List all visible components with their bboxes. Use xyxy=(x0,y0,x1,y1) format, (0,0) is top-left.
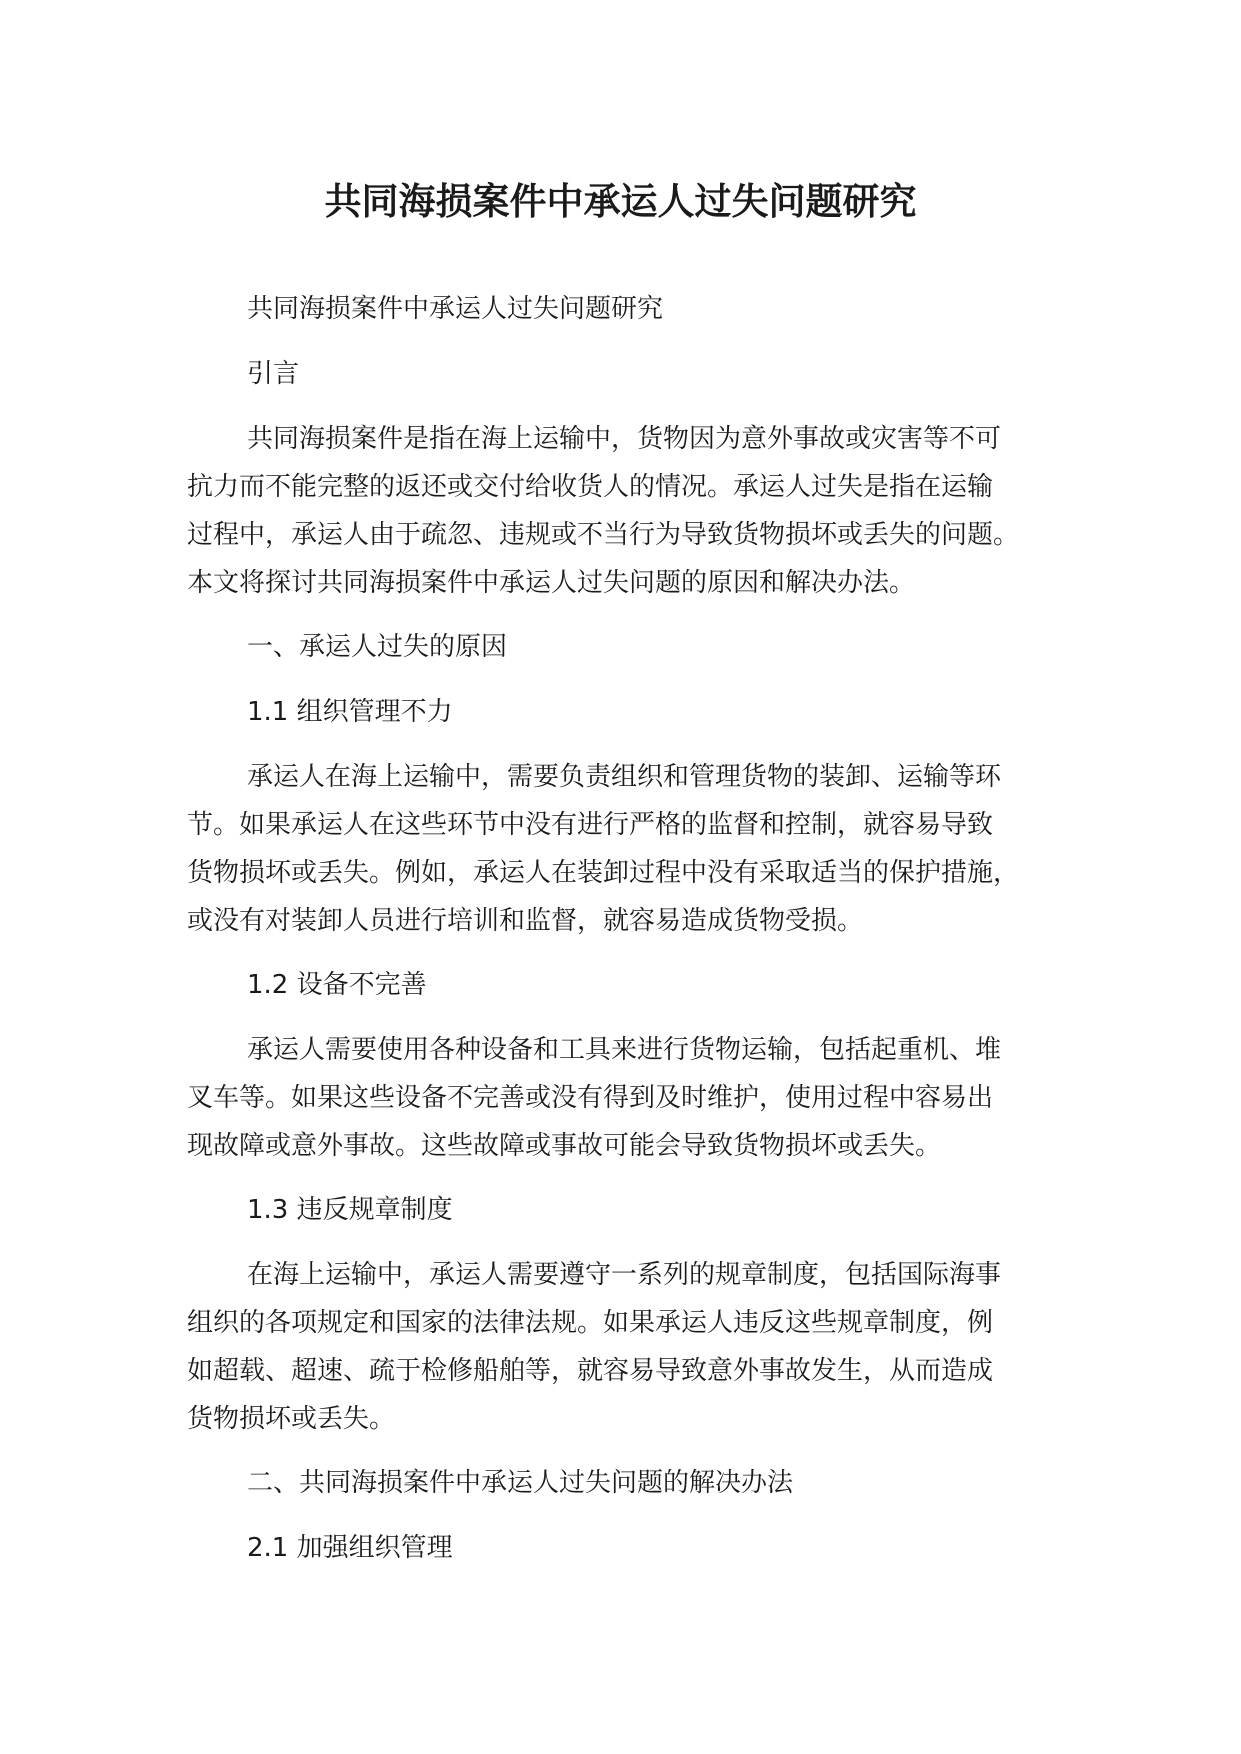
body-line: 引言 xyxy=(247,359,300,389)
body-line: 叉车等。如果这些设备不完善或没有得到及时维护，使用过程中容易出 xyxy=(187,1083,994,1113)
document-title: 共同海损案件中承运人过失问题研究 xyxy=(324,180,917,223)
body-line: 如超载、超速、疏于检修船舶等，就容易导致意外事故发生，从而造成 xyxy=(187,1356,994,1386)
body-line: 一、承运人过失的原因 xyxy=(247,632,508,662)
body-line: 共同海损案件是指在海上运输中，货物因为意外事故或灾害等不可 xyxy=(247,424,1002,454)
body-line: 货物损坏或丢失。例如，承运人在装卸过程中没有采取适当的保护措施， xyxy=(187,858,1020,888)
body-line: 1.1 组织管理不力 xyxy=(247,697,453,727)
body-line: 二、共同海损案件中承运人过失问题的解决办法 xyxy=(247,1468,794,1498)
body-line: 节。如果承运人在这些环节中没有进行严格的监督和控制，就容易导致 xyxy=(187,810,994,840)
body-line: 过程中，承运人由于疏忽、违规或不当行为导致货物损坏或丢失的问题。 xyxy=(187,520,1020,550)
body-line: 或没有对装卸人员进行培训和监督，就容易造成货物受损。 xyxy=(187,906,864,936)
body-line: 2.1 加强组织管理 xyxy=(247,1533,453,1563)
body-line: 组织的各项规定和国家的法律法规。如果承运人违反这些规章制度，例 xyxy=(187,1308,994,1338)
body-line: 在海上运输中，承运人需要遵守一系列的规章制度，包括国际海事 xyxy=(247,1260,1002,1290)
body-line: 承运人需要使用各种设备和工具来进行货物运输，包括起重机、堆 xyxy=(247,1035,1002,1065)
body-line: 本文将探讨共同海损案件中承运人过失问题的原因和解决办法。 xyxy=(187,568,916,598)
body-line: 货物损坏或丢失。 xyxy=(187,1404,396,1434)
body-line: 1.3 违反规章制度 xyxy=(247,1195,453,1225)
body-line: 1.2 设备不完善 xyxy=(247,970,427,1000)
body-line: 共同海损案件中承运人过失问题研究 xyxy=(247,294,664,324)
body-line: 抗力而不能完整的返还或交付给收货人的情况。承运人过失是指在运输 xyxy=(187,472,994,502)
body-line: 现故障或意外事故。这些故障或事故可能会导致货物损坏或丢失。 xyxy=(187,1131,942,1161)
body-line: 承运人在海上运输中，需要负责组织和管理货物的装卸、运输等环 xyxy=(247,762,1002,792)
